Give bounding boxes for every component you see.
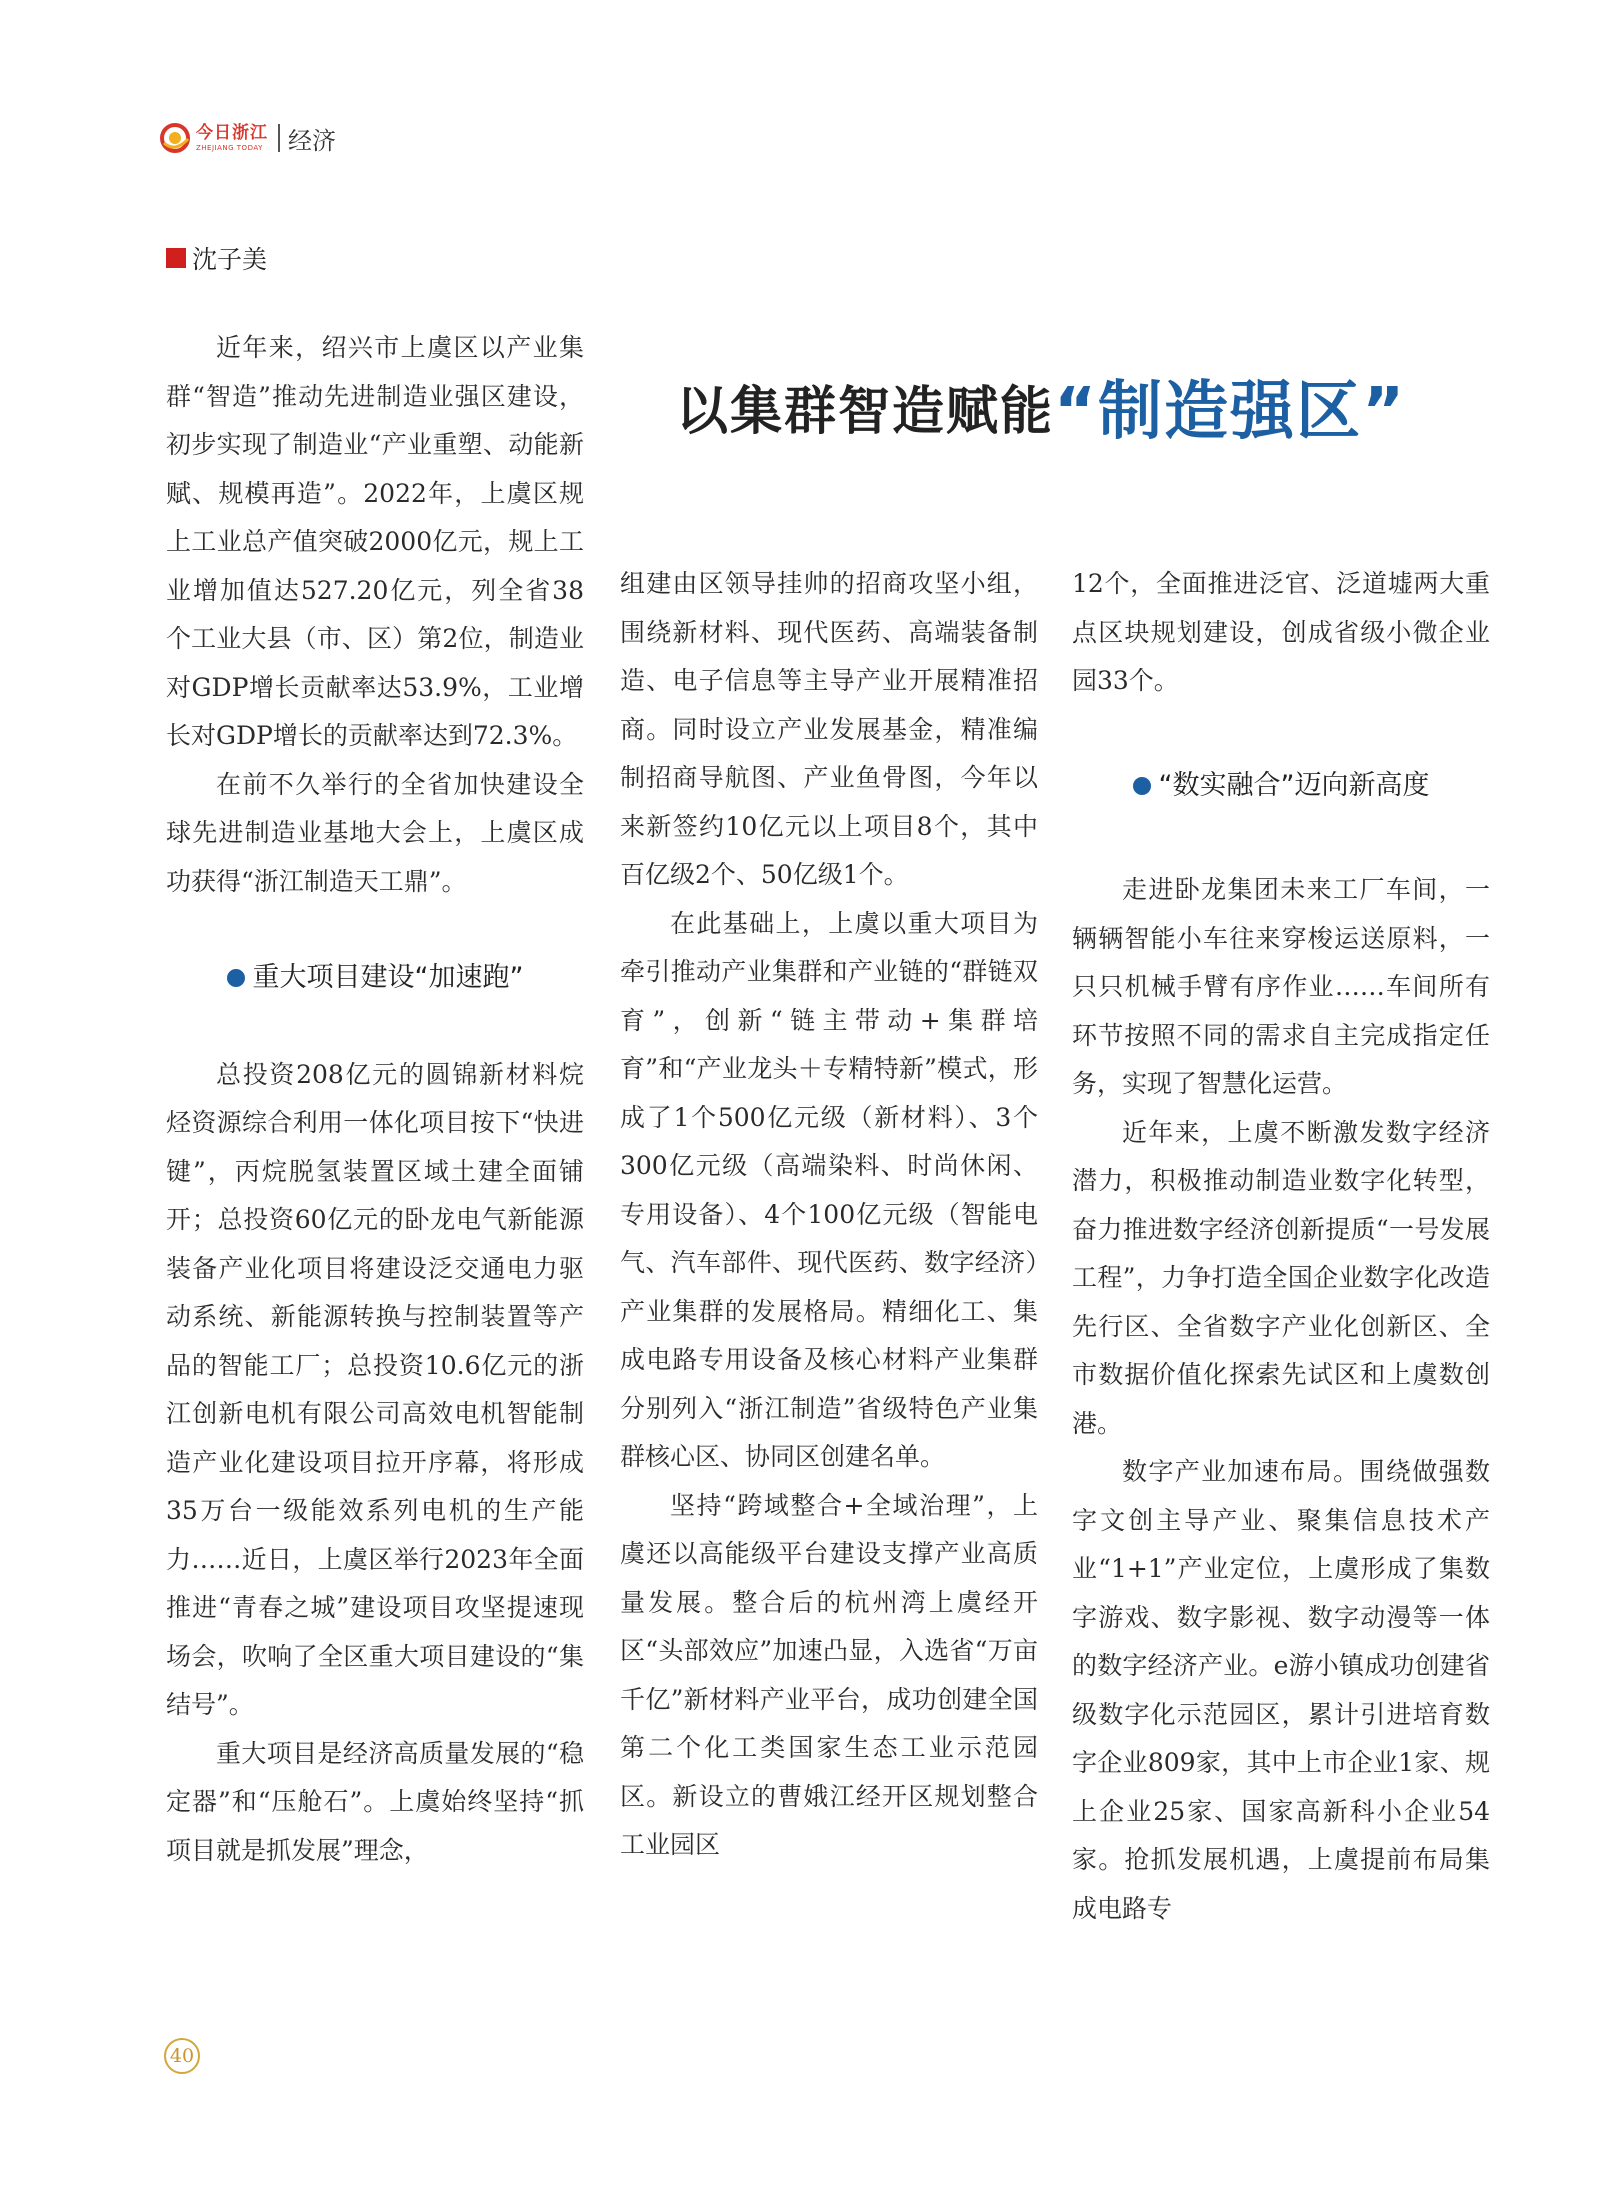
logo-text xyxy=(196,122,268,152)
paragraph: 数字产业加速布局。围绕做强数字文创主导产业、聚集信息技术产业“1+1”产业定位，上虞形成了集数字游戏、数字影视、数字动漫等一体的数字经济产业。e游小镇成功创建省级数字化示范园区，累计引进培育数字企业809家，其中上市企业1家、规上企业25家、国家高新科小企业54家。抢抓发展机遇，上虞提前布局集成电路专 xyxy=(1072,1457,1490,1923)
page-number: 40 xyxy=(164,2038,200,2074)
page-header xyxy=(160,118,336,158)
logo-en: ZHEJIANG TODAY xyxy=(196,143,263,152)
subheading-text: “数实融合”迈向新高度 xyxy=(1158,769,1430,801)
blue-dot-icon xyxy=(227,969,245,987)
blue-dot-icon xyxy=(1133,777,1151,795)
paragraph: 坚持“跨域整合+全域治理”，上虞还以高能级平台建设支撑产业高质量发展。整合后的杭州湾上虞经开区“头部效应”加速凸显，入选省“万亩千亿”新材料产业平台，成功创建全国第二个化工类国家生态工业示范园区。新设立的曹娥江经开区规划整合工业园区 xyxy=(620,1490,1038,1859)
column-2 xyxy=(620,560,1038,1870)
red-square-marker-icon xyxy=(166,248,186,268)
zhejiang-today-logo-icon xyxy=(160,123,190,153)
author-name: 沈子美 xyxy=(192,245,268,274)
paragraph: 组建由区领导挂帅的招商攻坚小组，围绕新材料、现代医药、高端装备制造、电子信息等主导产业开展精准招商。同时设立产业发展基金，精准编制招商导航图、产业鱼骨图，今年以来新签约10亿元以上项目8个，其中百亿级2个、50亿级1个。 xyxy=(620,569,1038,889)
column-3 xyxy=(1072,560,1490,1933)
logo-cn: 今日浙江 xyxy=(196,122,268,143)
spacer xyxy=(1072,810,1490,866)
paragraph: 走进卧龙集团未来工厂车间，一辆辆智能小车往来穿梭运送原料，一只只机械手臂有序作业……车间所有环节按照不同的需求自主完成指定任务，实现了智慧化运营。 xyxy=(1072,875,1490,1098)
paragraph: 在此基础上，上虞以重大项目为牵引推动产业集群和产业链的“群链双育”，创新“链主带动+集群培育”和“产业龙头＋专精特新”模式，形成了1个500亿元级（新材料）、3个300亿元级（高端染料、时尚休闲、专用设备）、4个100亿元级（智能电气、汽车部件、现代医药、数字经济）产业集群的发展格局。精细化工、集成电路专用设备及核心材料产业集群分别列入“浙江制造”省级特色产业集群核心区、协同区创建名单。 xyxy=(620,908,1038,1471)
subheading xyxy=(166,954,584,1003)
paragraph: 在前不久举行的全省加快建设全球先进制造业基地大会上，上虞区成功获得“浙江制造天工鼎”。 xyxy=(166,769,584,896)
column-1 xyxy=(166,324,584,1875)
title-accent: “制造强区” xyxy=(1054,375,1407,449)
section-label: 经济 xyxy=(288,126,336,155)
spacer xyxy=(166,1003,584,1051)
paragraph: 总投资208亿元的圆锦新材料烷烃资源综合利用一体化项目按下“快进键”，丙烷脱氢装置区域土建全面铺开；总投资60亿元的卧龙电气新能源装备产业化项目将建设泛交通电力驱动系统、新能源转换与控制装置等产品的智能工厂；总投资10.6亿元的浙江创新电机有限公司高效电机智能制造产业化建设项目拉开序幕，将形成35万台一级能效系列电机的生产能力……近日，上虞区举行2023年全面推进“青春之城”建设项目攻坚提速现场会，吹响了全区重大项目建设的“集结号”。 xyxy=(166,1059,584,1719)
header-divider xyxy=(278,124,280,152)
paragraph: 近年来，绍兴市上虞区以产业集群“智造”推动先进制造业强区建设，初步实现了制造业“产业重塑、动能新赋、规模再造”。2022年，上虞区规上工业总产值突破2000亿元，规上工业增加值达527.20亿元，列全省38个工业大县（市、区）第2位，制造业对GDP增长贡献率达53.9%，工业增长对GDP增长的贡献率达到72.3%。 xyxy=(166,333,584,750)
paragraph: 近年来，上虞不断激发数字经济潜力，积极推动制造业数字化转型，奋力推进数字经济创新提质“一号发展工程”，力争打造全国企业数字化改造先行区、全省数字产业化创新区、全市数据价值化探索先试区和上虞数创港。 xyxy=(1072,1117,1490,1438)
subheading-text: 重大项目建设“加速跑” xyxy=(252,962,524,993)
article-title xyxy=(676,360,1406,452)
spacer xyxy=(1072,706,1490,762)
spacer xyxy=(166,906,584,954)
title-main: 以集群智造赋能 xyxy=(676,381,1055,442)
author-byline xyxy=(166,240,267,276)
paragraph: 12个，全面推进泛官、泛道墟两大重点区块规划建设，创成省级小微企业园33个。 xyxy=(1072,569,1490,695)
subheading xyxy=(1072,762,1490,811)
paragraph: 重大项目是经济高质量发展的“稳定器”和“压舱石”。上虞始终坚持“抓项目就是抓发展”理念， xyxy=(166,1738,584,1865)
